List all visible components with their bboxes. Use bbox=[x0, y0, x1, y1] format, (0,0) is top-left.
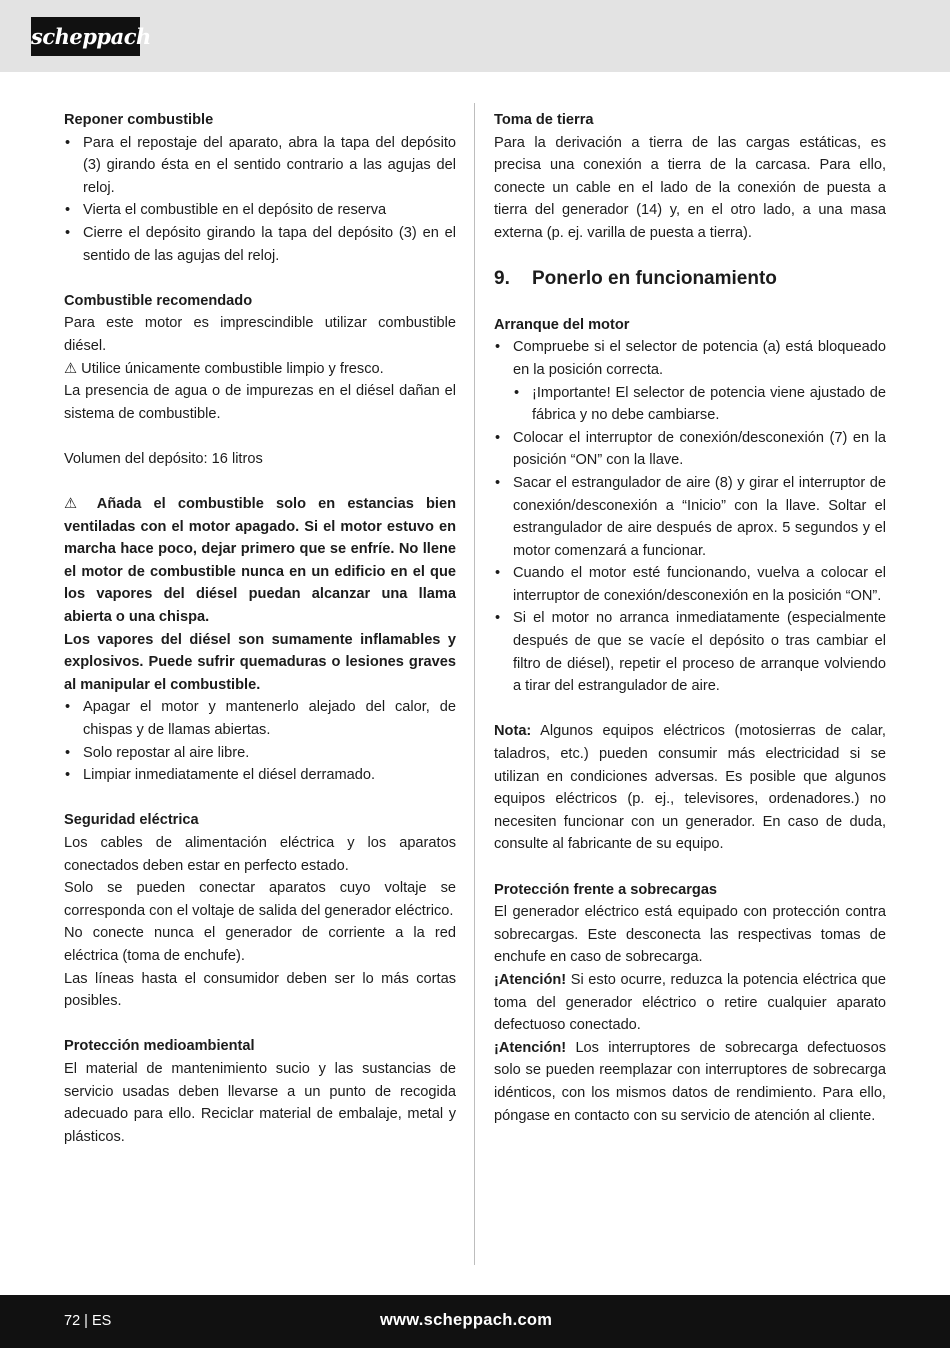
right-column bbox=[494, 109, 886, 1150]
section-heading: Arranque del motor bbox=[494, 316, 630, 333]
column-divider bbox=[474, 103, 475, 1265]
section-heading: Reponer combustible bbox=[64, 112, 214, 128]
list-item: • Cierre el depósito girando la tapa del depósito (3) en el sentido de las agujas del reloj. bbox=[64, 222, 456, 267]
section-environment bbox=[64, 1035, 456, 1148]
list-item-text: • Compruebe si el selector de potencia (a) está bloqueado en la posición correcta. bbox=[513, 339, 886, 378]
paragraph: Solo se pueden conectar aparatos cuyo voltaje se corresponda con el voltaje de salida del generador eléctrico. bbox=[64, 880, 456, 919]
paragraph: El material de mantenimiento sucio y las sustancias de servicio usadas deben llevarse a un punto de recogida adecuado para ello. Reciclar material de embalaje, metal y plásticos. bbox=[64, 1060, 456, 1145]
section-heading: Toma de tierra bbox=[494, 112, 594, 128]
section-recommended-fuel bbox=[64, 290, 456, 426]
list-item: • Si el motor no arranca inmediatamente (especialmente después de que se vacíe el depósito o tras cambiar el filtro de diésel), repetir el proceso de arranque volviendo a tirar del estrangulador de aire. bbox=[494, 607, 886, 697]
list-item bbox=[494, 336, 886, 426]
tank-volume-text: Volumen del depósito: 16 litros bbox=[64, 450, 263, 467]
paragraph: El generador eléctrico está equipado con protección contra sobrecargas. Este desconecta las respectivas tomas de enchufe en caso de sobrecarga. bbox=[494, 904, 886, 966]
section-refuel bbox=[64, 109, 456, 267]
attention-paragraph bbox=[494, 1037, 886, 1127]
note-label: Nota: bbox=[494, 723, 532, 740]
paragraph: Las líneas hasta el consumidor deben ser lo más cortas posibles. bbox=[64, 970, 456, 1010]
sub-bullet-list bbox=[513, 382, 886, 427]
brand-logo: scheppach bbox=[31, 17, 140, 56]
list-item: • Solo repostar al aire libre. bbox=[64, 742, 456, 765]
page-number: 72 | ES bbox=[64, 1313, 112, 1329]
paragraph: Los cables de alimentación eléctrica y los aparatos conectados deben estar en perfecto estado. bbox=[64, 835, 456, 874]
list-item: • Para el repostaje del aparato, abra la tapa del depósito (3) girando ésta en el sentido contrario a las agujas del reloj. bbox=[64, 132, 456, 200]
chapter-number: 9. bbox=[494, 268, 510, 290]
list-item: • Cuando el motor esté funcionando, vuelva a colocar el interruptor de conexión/desconexión en la posición “ON”. bbox=[494, 562, 886, 607]
list-item: • Limpiar inmediatamente el diésel derramado. bbox=[64, 764, 456, 787]
website-link[interactable]: www.scheppach.com bbox=[380, 1311, 553, 1329]
attention-label: ¡Atención! bbox=[494, 1039, 567, 1056]
warning-icon: ⚠ bbox=[64, 360, 78, 377]
bullet-list bbox=[494, 336, 886, 698]
section-engine-start bbox=[494, 314, 886, 698]
list-item: • Vierta el combustible en el depósito de reserva bbox=[64, 199, 456, 222]
section-tank-volume bbox=[64, 448, 456, 471]
attention-text: Si esto ocurre, reduzca la potencia eléctrica que toma del generador eléctrico o retire cualquier aparato defectuoso conectado. bbox=[494, 971, 886, 1034]
note-text: Algunos equipos eléctricos (motosierras de calar, taladros, etc.) pueden consumir más electricidad si se utilizan en condiciones adversas. Es posible que algunos equipos eléctricos (p. ej., televisores, ordenadores.) no necesiten funcionar con un generador. En caso de duda, consulte al fabricante de su equipo. bbox=[494, 723, 886, 853]
page-header bbox=[0, 0, 950, 72]
list-item: • Colocar el interruptor de conexión/desconexión (7) en la posición “ON” con la llave. bbox=[494, 427, 886, 472]
left-column bbox=[64, 109, 456, 1171]
paragraph: No conecte nunca el generador de corriente a la red eléctrica (toma de enchufe). bbox=[64, 925, 456, 964]
warning-paragraph bbox=[64, 493, 456, 629]
note-paragraph bbox=[494, 720, 886, 856]
warning-text: Utilice únicamente combustible limpio y fresco. bbox=[77, 360, 384, 377]
list-item: • Sacar el estrangulador de aire (8) y girar el interruptor de conexión/desconexión a “Inicio” con la llave. Soltar el estrangulador de aire después de aprox. 5 segundos y el motor comenzará a funcionar. bbox=[494, 472, 886, 562]
section-heading: Protección frente a sobrecargas bbox=[494, 881, 718, 898]
warning-icon: ⚠ bbox=[64, 496, 86, 513]
warning-paragraph: Los vapores del diésel son sumamente inflamables y explosivos. Puede sufrir quemaduras o lesiones graves al manipular el combustible. bbox=[64, 631, 456, 693]
attention-label: ¡Atención! bbox=[494, 971, 567, 988]
warning-paragraph bbox=[64, 358, 456, 381]
sub-list-item: • ¡Importante! El selector de potencia viene ajustado de fábrica y no debe cambiarse. bbox=[513, 382, 886, 427]
section-fuel-warning bbox=[64, 493, 456, 787]
warning-text: Añada el combustible solo en estancias bien ventiladas con el motor apagado. Si el motor estuvo en marcha hace poco, dejar primero que se enfríe. No llene el motor de combustible nunca en un edificio en el que los vapores del diésel puedan alcanzar una llama abierta o una chispa. bbox=[64, 496, 456, 626]
section-electrical-safety bbox=[64, 809, 456, 1012]
list-item: • Apagar el motor y mantenerlo alejado del calor, de chispas y de llamas abiertas. bbox=[64, 696, 456, 741]
chapter-heading bbox=[494, 267, 886, 291]
section-overload-protection bbox=[494, 879, 886, 1128]
bullet-list bbox=[64, 696, 456, 786]
section-heading: Protección medioambiental bbox=[64, 1038, 255, 1055]
section-note bbox=[494, 720, 886, 856]
section-heading: Seguridad eléctrica bbox=[64, 812, 199, 829]
attention-paragraph bbox=[494, 969, 886, 1037]
paragraph: La presencia de agua o de impurezas en el diésel dañan el sistema de combustible. bbox=[64, 383, 456, 422]
chapter-title: Ponerlo en funcionamiento bbox=[532, 268, 777, 290]
paragraph: Para la derivación a tierra de las cargas estáticas, es precisa una conexión a tierra de la carcasa. Para ello, conecte un cable en el lado de la conexión de puesta a tierra del generador (14) y, en el otro lado, a una masa externa (p. ej. varilla de puesta a tierra). bbox=[494, 134, 886, 241]
attention-text: Los interruptores de sobrecarga defectuosos solo se pueden reemplazar con interruptores de sobrecarga idénticos, con los mismos datos de rendimiento. Para ello, póngase en contacto con su servicio de atención al cliente. bbox=[494, 1039, 886, 1124]
bullet-list bbox=[64, 132, 456, 268]
section-grounding bbox=[494, 109, 886, 245]
page-footer bbox=[0, 1295, 950, 1348]
paragraph: Para este motor es imprescindible utilizar combustible diésel. bbox=[64, 315, 456, 354]
section-heading: Combustible recomendado bbox=[64, 292, 253, 309]
